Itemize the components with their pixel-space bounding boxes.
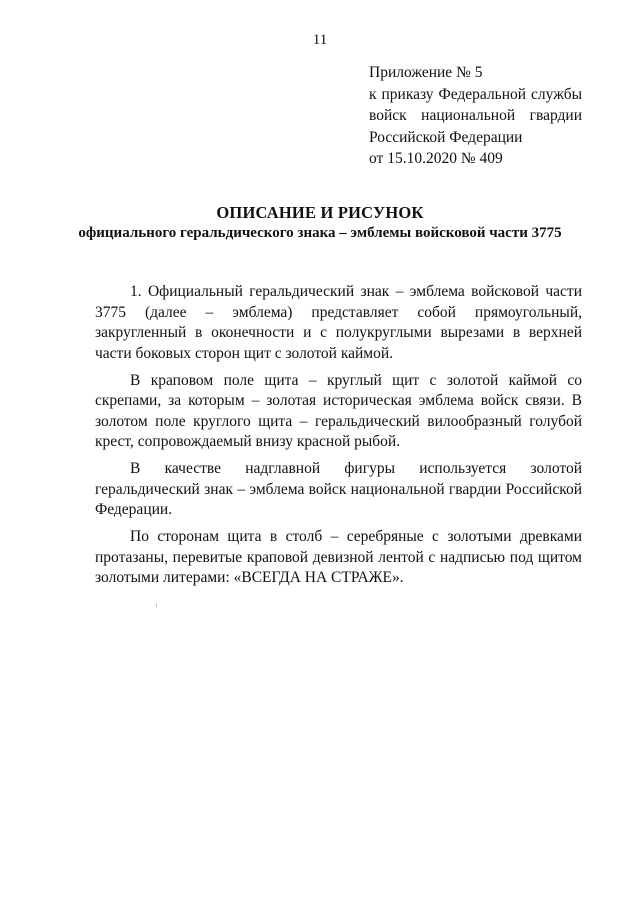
page-number: 11	[312, 32, 328, 48]
paragraph-1: 1. Официальный геральдический знак – эмблема войсковой части 3775 (далее – эмблема) представляет собой прямоугольный, закругленный в оконечности и с полукруглыми вырезами в верхней части боковых сторон щит с золотой каймой.	[95, 283, 582, 362]
appendix-line-4: Российской Федерации	[369, 128, 523, 146]
appendix-line-3: войск национальной гвардии	[369, 107, 582, 124]
appendix-block	[369, 62, 582, 170]
paragraph-4: По сторонам щита в столб – серебряные с золотыми древками протазаны, перевитые краповой девизной лентой с надписью под щитом золотыми литерами: «ВСЕГДА НА СТРАЖЕ».	[95, 528, 582, 586]
paragraph-2: В краповом поле щита – круглый щит с золотой каймой со скрепами, за которым – золотая историческая эмблема войск связи. В золотом поле круглого щита – геральдический вилообразный голубой крест, сопровождаемый внизу красной рыбой.	[95, 371, 582, 450]
document-title: ОПИСАНИЕ И РИСУНОК	[216, 203, 424, 222]
scan-speck	[156, 604, 157, 607]
paragraph-3: В качестве надглавной фигуры используется золотой геральдический знак – эмблема войск национальной гвардии Российской Федерации.	[95, 460, 582, 518]
document-subtitle: официального геральдического знака – эмблемы войсковой части 3775	[78, 225, 562, 241]
appendix-line-5: от 15.10.2020 № 409	[369, 150, 503, 167]
appendix-line-1: Приложение № 5	[369, 64, 483, 81]
appendix-line-2: к приказу Федеральной службы	[369, 85, 582, 103]
document-body	[95, 282, 582, 595]
